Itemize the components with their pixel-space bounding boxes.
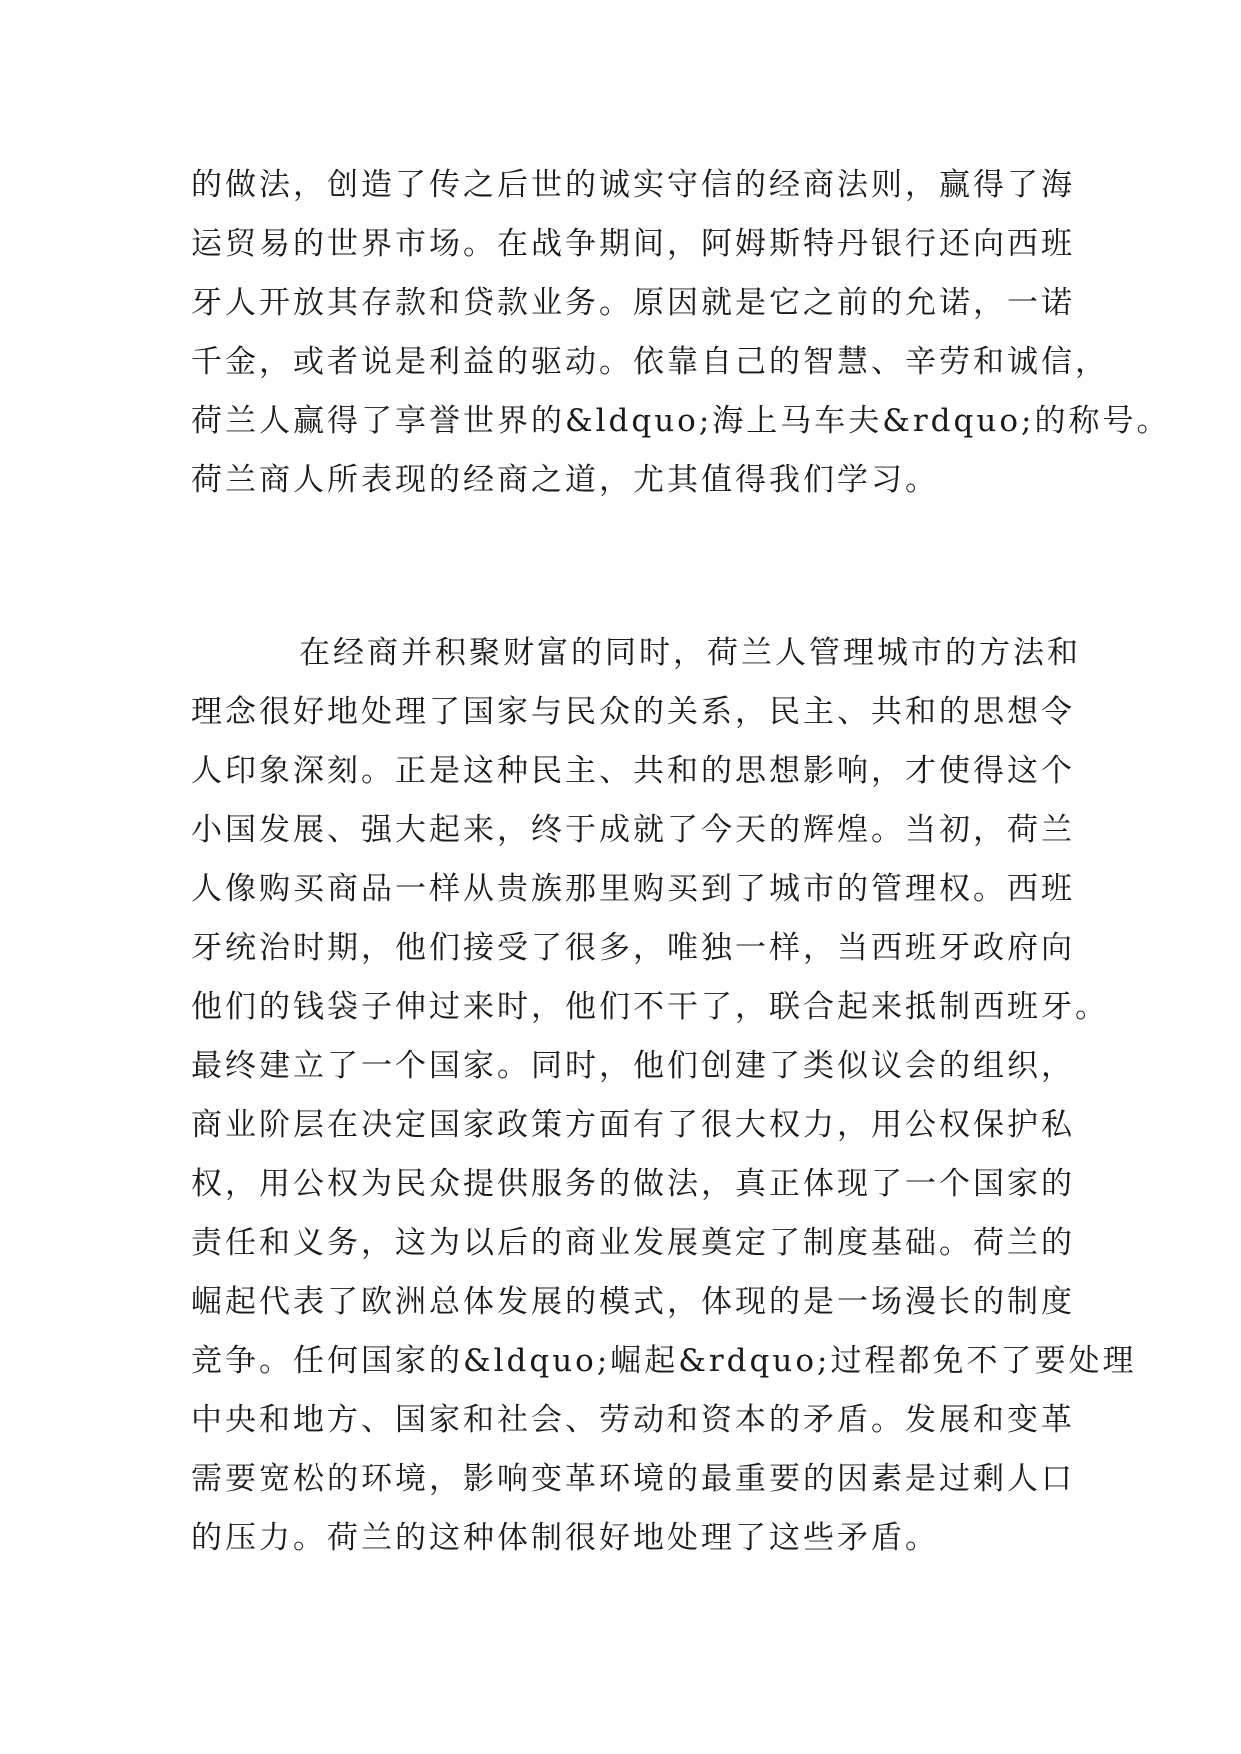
paragraph-2 — [191, 624, 1137, 1568]
paragraph-line: 人印象深刻。正是这种民主、共和的思想影响，才使得这个 — [191, 753, 1075, 789]
paragraph-line: 的压力。荷兰的这种体制很好地处理了这些矛盾。 — [191, 1520, 939, 1556]
paragraph-line: 荷兰商人所表现的经商之道，尤其值得我们学习。 — [191, 462, 939, 498]
paragraph-line: 中央和地方、国家和社会、劳动和资本的矛盾。发展和变革 — [191, 1402, 1075, 1438]
paragraph-line: 的做法，创造了传之后世的诚实守信的经商法则，赢得了海 — [191, 167, 1075, 203]
paragraph-line: 商业阶层在决定国家政策方面有了很大权力，用公权保护私 — [191, 1107, 1075, 1143]
paragraph-line: 千金，或者说是利益的驱动。依靠自己的智慧、辛劳和诚信， — [191, 344, 1109, 380]
paragraph-line: 最终建立了一个国家。同时，他们创建了类似议会的组织， — [191, 1048, 1075, 1084]
paragraph-line: 责任和义务，这为以后的商业发展奠定了制度基础。荷兰的 — [191, 1225, 1075, 1261]
paragraph-line: 理念很好地处理了国家与民众的关系，民主、共和的思想令 — [191, 694, 1075, 730]
paragraph-line: 崛起代表了欧洲总体发展的模式，体现的是一场漫长的制度 — [191, 1284, 1075, 1320]
paragraph-line: 荷兰人赢得了享誉世界的&ldquo;海上马车夫&rdquo;的称号。 — [191, 403, 1171, 439]
paragraph-line: 运贸易的世界市场。在战争期间，阿姆斯特丹银行还向西班 — [191, 226, 1075, 262]
paragraph-line: 牙人开放其存款和贷款业务。原因就是它之前的允诺，一诺 — [191, 285, 1075, 321]
paragraph-line: 人像购买商品一样从贵族那里购买到了城市的管理权。西班 — [191, 871, 1075, 907]
paragraph-line: 小国发展、强大起来，终于成就了今天的辉煌。当初，荷兰 — [191, 812, 1075, 848]
paragraph-line: 竞争。任何国家的&ldquo;崛起&rdquo;过程都免不了要处理 — [191, 1343, 1137, 1379]
paragraph-first-line: 在经商并积聚财富的同时，荷兰人管理城市的方法和 — [299, 635, 1081, 671]
paragraph-1 — [191, 156, 1171, 510]
paragraph-line: 牙统治时期，他们接受了很多，唯独一样，当西班牙政府向 — [191, 930, 1075, 966]
paragraph-line: 权，用公权为民众提供服务的做法，真正体现了一个国家的 — [191, 1166, 1075, 1202]
paragraph-line: 需要宽松的环境，影响变革环境的最重要的因素是过剩人口 — [191, 1461, 1075, 1497]
paragraph-line: 他们的钱袋子伸过来时，他们不干了，联合起来抵制西班牙。 — [191, 989, 1109, 1025]
